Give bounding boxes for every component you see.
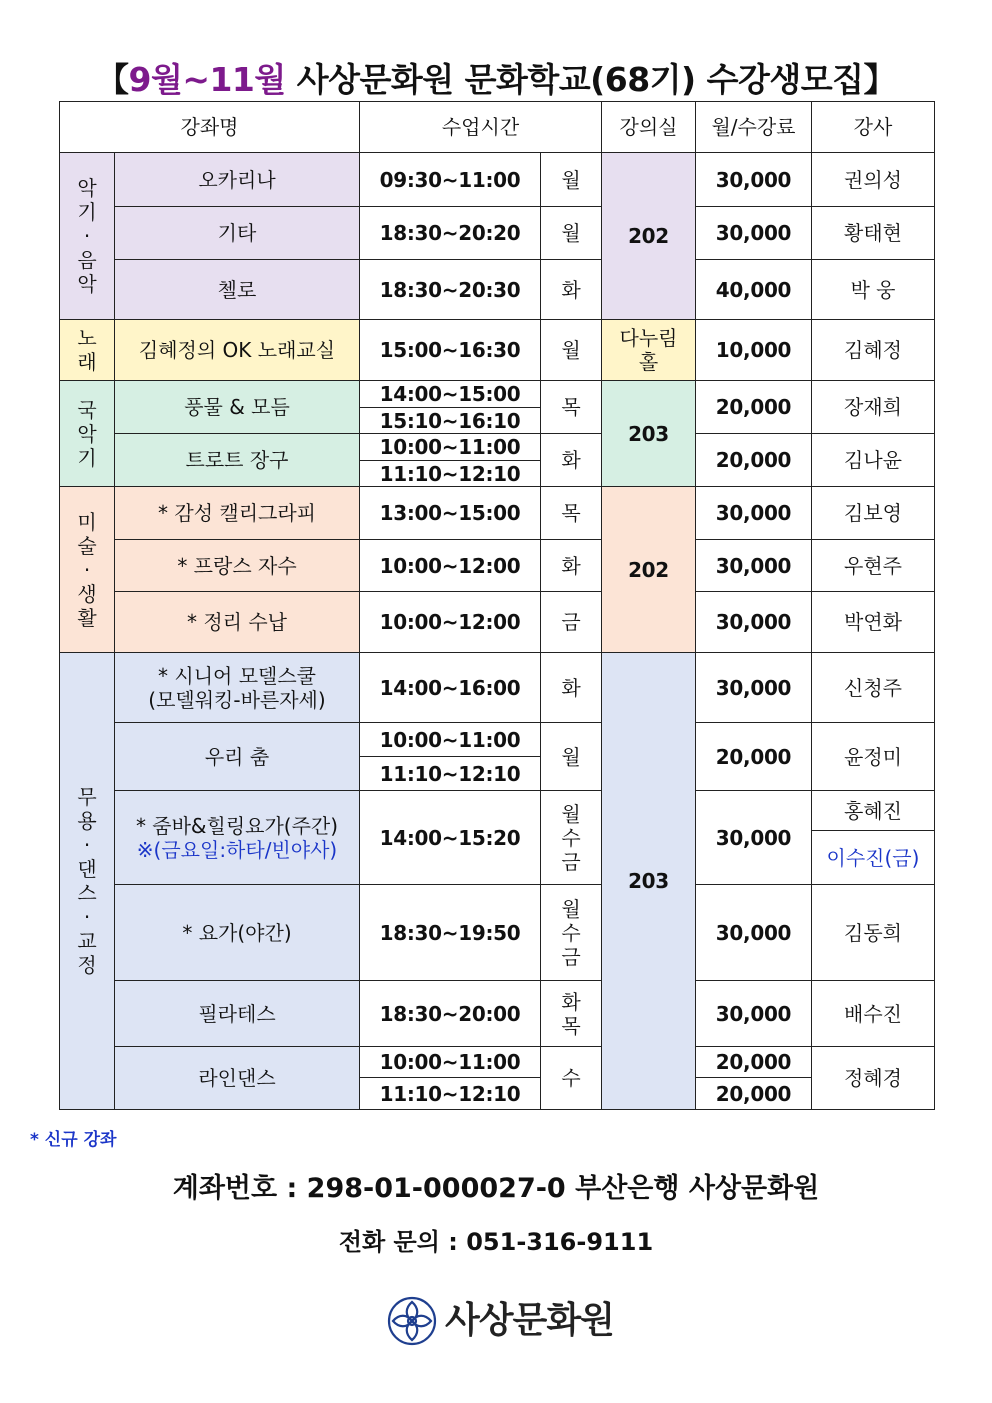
- teacher: 박 웅: [812, 260, 935, 320]
- fee: 30,000: [696, 653, 812, 723]
- fee: 30,000: [696, 791, 812, 885]
- schedule-table: [59, 101, 935, 1110]
- class-time: 10:00~12:00: [360, 592, 541, 653]
- course-name: 필라테스: [115, 981, 360, 1047]
- teacher: 장재희: [812, 381, 935, 434]
- class-time: 14:00~15:20: [360, 791, 541, 885]
- teacher: 우현주: [812, 540, 935, 592]
- course-name: * 정리 수납: [115, 592, 360, 653]
- fee: 30,000: [696, 487, 812, 540]
- class-day: 월: [541, 207, 602, 260]
- class-time: 11:10~12:10: [360, 1078, 541, 1110]
- classroom: 202: [602, 487, 696, 653]
- class-day: 화: [541, 653, 602, 723]
- class-time: 14:00~15:00: [360, 381, 541, 408]
- teacher: 김나윤: [812, 434, 935, 487]
- logo-text: 사상문화원: [445, 1300, 614, 1341]
- class-time: 09:30~11:00: [360, 153, 541, 207]
- fee: 20,000: [696, 381, 812, 434]
- course-name: * 시니어 모델스쿨 (모델워킹-바른자세): [115, 653, 360, 723]
- category-music: 악 기 · 음 악: [60, 153, 115, 320]
- header-room: 강의실: [602, 102, 696, 153]
- bank-account: 계좌번호 : 298-01-000027-0 부산은행 사상문화원: [172, 1173, 820, 1204]
- course-name: 오카리나: [115, 153, 360, 207]
- class-day: 금: [541, 592, 602, 653]
- course-name: 트로트 장구: [115, 434, 360, 487]
- class-day: 월: [541, 723, 602, 791]
- fee: 30,000: [696, 207, 812, 260]
- header-course: 강좌명: [60, 102, 360, 153]
- course-name: 라인댄스: [115, 1047, 360, 1110]
- teacher: 정혜경: [812, 1047, 935, 1110]
- teacher: 신청주: [812, 653, 935, 723]
- class-time: 15:00~16:30: [360, 320, 541, 381]
- table-row: [60, 381, 935, 408]
- teacher-friday: 이수진(금): [812, 831, 935, 885]
- class-day: 목: [541, 381, 602, 434]
- new-course-footnote: * 신규 강좌: [30, 1130, 117, 1150]
- class-time: 18:30~20:20: [360, 207, 541, 260]
- flower-emblem-icon: [385, 1294, 439, 1348]
- course-name: 풍물 & 모듬: [115, 381, 360, 434]
- table-row: [60, 320, 935, 381]
- class-day: 월 수 금: [541, 791, 602, 885]
- class-day: 월: [541, 320, 602, 381]
- fee: 30,000: [696, 885, 812, 981]
- fee: 20,000: [696, 723, 812, 791]
- fee: 40,000: [696, 260, 812, 320]
- classroom: 203: [602, 653, 696, 1110]
- teacher: 권의성: [812, 153, 935, 207]
- table-row: [60, 723, 935, 757]
- fee: 30,000: [696, 592, 812, 653]
- table-row: [60, 885, 935, 981]
- teacher: 김보영: [812, 487, 935, 540]
- header-fee: 월/수강료: [696, 102, 812, 153]
- class-time: 18:30~19:50: [360, 885, 541, 981]
- category-song: 노 래: [60, 320, 115, 381]
- course-name: * 프랑스 자수: [115, 540, 360, 592]
- fee: 30,000: [696, 540, 812, 592]
- teacher: 홍혜진: [812, 791, 935, 831]
- class-time: 11:10~12:10: [360, 757, 541, 791]
- class-day: 화 목: [541, 981, 602, 1047]
- table-row: [60, 260, 935, 320]
- teacher: 배수진: [812, 981, 935, 1047]
- class-time: 14:00~16:00: [360, 653, 541, 723]
- class-day: 수: [541, 1047, 602, 1110]
- category-gugak: 국 악 기: [60, 381, 115, 487]
- classroom: 다누림 홀: [602, 320, 696, 381]
- teacher: 박연화: [812, 592, 935, 653]
- table-row: [60, 153, 935, 207]
- fee: 30,000: [696, 981, 812, 1047]
- class-day: 월 수 금: [541, 885, 602, 981]
- class-day: 화: [541, 434, 602, 487]
- class-time: 15:10~16:10: [360, 408, 541, 434]
- table-row: [60, 487, 935, 540]
- table-row: [60, 791, 935, 831]
- class-time: 11:10~12:10: [360, 461, 541, 487]
- header-teacher: 강사: [812, 102, 935, 153]
- table-row: [60, 981, 935, 1047]
- teacher: 윤정미: [812, 723, 935, 791]
- class-time: 18:30~20:30: [360, 260, 541, 320]
- fee: 20,000: [696, 1078, 812, 1110]
- class-time: 10:00~12:00: [360, 540, 541, 592]
- zumba-note: ※(금요일:하타/빈야사): [136, 837, 338, 862]
- class-time: 10:00~11:00: [360, 1047, 541, 1078]
- class-day: 월: [541, 153, 602, 207]
- teacher: 김혜정: [812, 320, 935, 381]
- teacher: 김동희: [812, 885, 935, 981]
- table-row: [60, 592, 935, 653]
- table-row: [60, 207, 935, 260]
- class-time: 13:00~15:00: [360, 487, 541, 540]
- header-time: 수업시간: [360, 102, 602, 153]
- course-name: 김혜정의 OK 노래교실: [115, 320, 360, 381]
- table-row: [60, 434, 935, 461]
- classroom: 203: [602, 381, 696, 487]
- fee: 20,000: [696, 1047, 812, 1078]
- course-name: 첼로: [115, 260, 360, 320]
- class-day: 화: [541, 540, 602, 592]
- fee: 20,000: [696, 434, 812, 487]
- class-time: 18:30~20:00: [360, 981, 541, 1047]
- course-name: * 감성 캘리그라피: [115, 487, 360, 540]
- table-row: [60, 1047, 935, 1078]
- course-name: * 요가(야간): [115, 885, 360, 981]
- table-row: [60, 653, 935, 723]
- table-row: [60, 540, 935, 592]
- phone-inquiry: 전화 문의 : 051-316-9111: [338, 1228, 654, 1256]
- teacher: 황태현: [812, 207, 935, 260]
- category-art: 미 술 · 생 활: [60, 487, 115, 653]
- title-months: 9월~11월: [128, 60, 286, 99]
- course-name: * 줌바&힐링요가(주간) ※(금요일:하타/빈야사): [115, 791, 360, 885]
- class-day: 화: [541, 260, 602, 320]
- class-day: 목: [541, 487, 602, 540]
- classroom: 202: [602, 153, 696, 320]
- fee: 10,000: [696, 320, 812, 381]
- course-name: 우리 춤: [115, 723, 360, 791]
- class-time: 10:00~11:00: [360, 434, 541, 461]
- class-time: 10:00~11:00: [360, 723, 541, 757]
- page-title: 【9월~11월 사상문화원 문화학교(68기) 수강생모집】: [95, 60, 897, 99]
- course-name: 기타: [115, 207, 360, 260]
- fee: 30,000: [696, 153, 812, 207]
- logo: [385, 1290, 615, 1350]
- category-dance: 무 용 · 댄 스 · 교 정: [60, 653, 115, 1110]
